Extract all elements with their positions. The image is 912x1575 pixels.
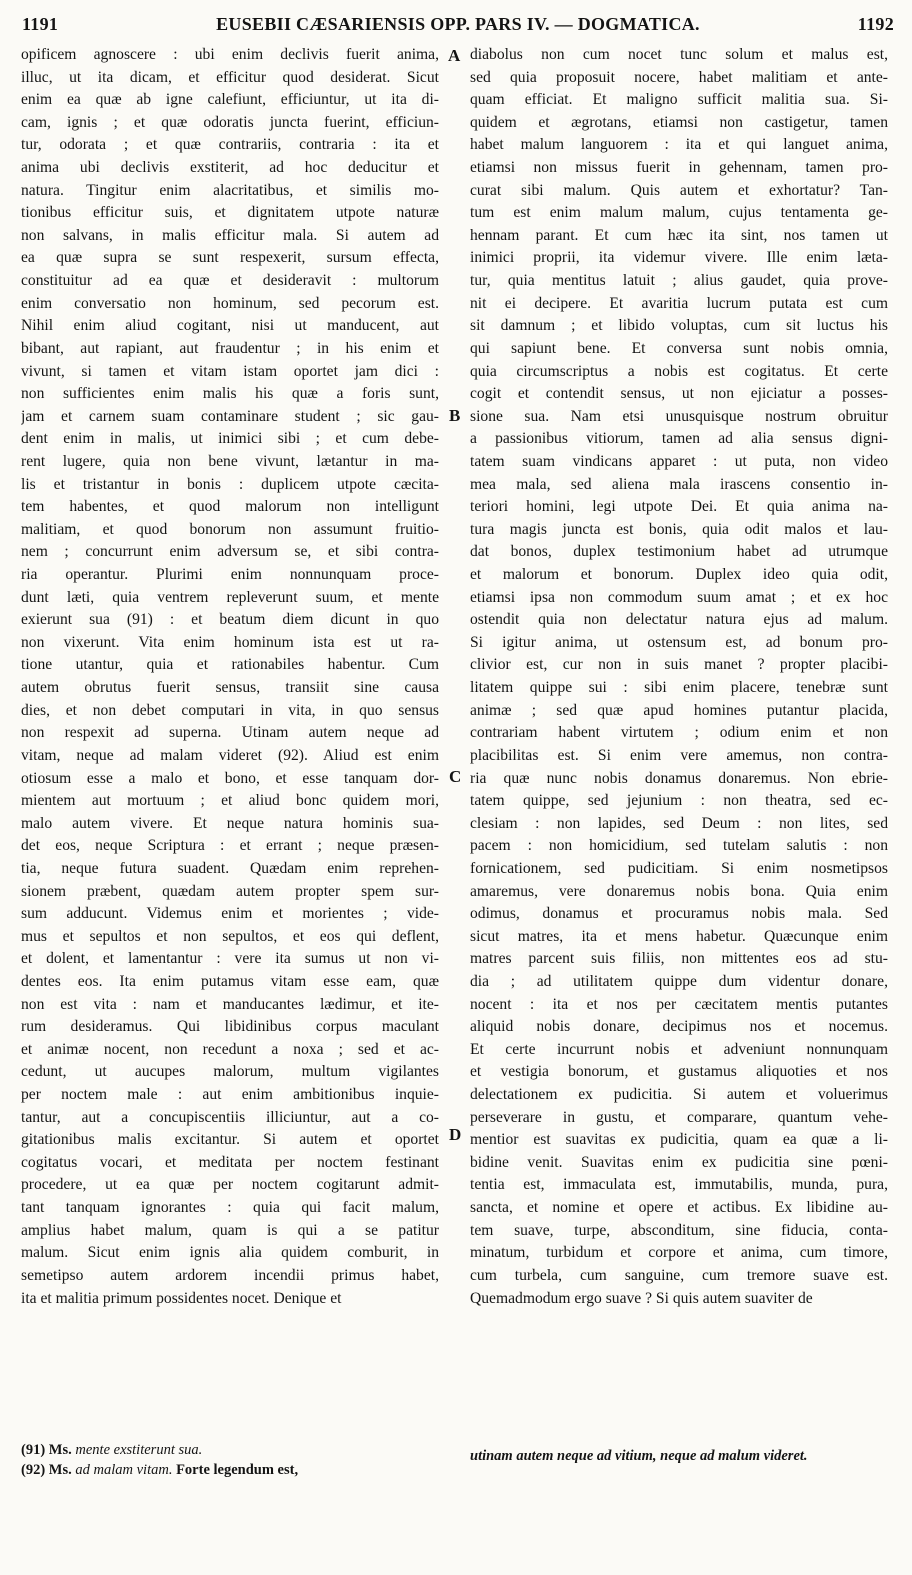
left-column-line: ita et malitia primum possidentes nocet. Denique et xyxy=(21,1289,342,1307)
left-column-line: tant tanquam ignorantes : quia qui facit malum, xyxy=(21,1199,439,1217)
left-column-line: sum adducunt. Videmus enim et morientes ; vide- xyxy=(21,905,439,923)
left-column-line: non respexit ad superna. Utinam autem neque ad xyxy=(21,724,439,742)
page-number-right: 1192 xyxy=(857,14,894,34)
right-column-line: quia circumscriptus a nobis est cogitatus. Et certe xyxy=(470,362,888,380)
left-column-line: mus et sepultos et non sepultos, et eos qui deflent, xyxy=(21,927,439,945)
right-column-line: matres parcent suis filiis, non mittentes eos ad stu- xyxy=(470,950,888,968)
right-column-line: sancta, et nomine et opere et actibus. Ex libidine au- xyxy=(470,1199,888,1217)
left-column-line: rent lugere, quia non bene vivunt, lætantur in ma- xyxy=(21,452,439,470)
right-column-line: qui sapiunt bene. Et conversa sunt nobis omnia, xyxy=(470,339,888,357)
left-column-line: jam et carnem suam contaminare student ; sic gau- xyxy=(21,407,439,425)
left-column-line: non salvans, in malis efficitur mala. Si autem ad xyxy=(21,226,439,244)
left-column-line: Nihil enim aliud cogitant, nisi ut manducent, aut xyxy=(21,317,439,335)
page-header xyxy=(22,14,894,38)
right-column-line: curat sibi malum. Quis autem et exhortatur? Tan- xyxy=(470,181,888,199)
right-column-line: sit damnum ; et libido voluptas, cum sit luctus his xyxy=(470,317,888,335)
right-column-line: cogit et contendit sensus, ut non ejiciatur a posses- xyxy=(470,385,888,403)
left-column-line: opificem agnoscere : ubi enim declivis fuerit anima, xyxy=(21,46,439,63)
left-column-line: non sufficientes enim malis his quæ a foris sunt, xyxy=(21,385,439,403)
left-column-line: cam, ignis ; et quæ odoratis juncta fuerint, efficiun- xyxy=(21,113,439,131)
left-column-line: tem habentes, et quod malorum non intelligunt xyxy=(21,498,439,516)
right-column-line: hennam parant. Et cum hæc ita sint, nos tamen ut xyxy=(470,226,888,244)
left-column-line: dent enim in malis, ut inimici sibi ; et cum debe- xyxy=(21,430,439,448)
right-column-line: mea mala, sed aliena mala irascens consentio in- xyxy=(470,475,888,493)
left-column-line: malum. Sicut enim ignis alia quidem comburit, in xyxy=(21,1244,439,1262)
footnotes-left xyxy=(21,1440,441,1480)
left-text-column xyxy=(21,44,439,1310)
footnote-92-abbr: Ms. xyxy=(48,1462,72,1478)
right-column-line: dia ; ad utilitatem quippe dum videntur donare, xyxy=(470,972,888,990)
footnote-91-text: mente exstiterunt sua. xyxy=(75,1442,203,1458)
margin-marker-d: D xyxy=(449,1125,462,1144)
right-column-line: a passionibus vitiorum, tamen ad alia sensus digni- xyxy=(470,430,888,448)
margin-marker-a: A xyxy=(448,46,461,65)
footnote-92-rest: Forte legendum est, xyxy=(176,1462,299,1478)
left-column-line: et dolent, et lamentantur : vere ita sumus ut non vi- xyxy=(21,950,439,968)
left-column-line: tione utantur, quia et rationabiles habentur. Cum xyxy=(21,656,439,674)
left-column-line: per noctem male : aut enim ambitionibus inquie- xyxy=(21,1086,439,1104)
right-column-line: nocent : ita et nos per cæcitatem mentis putantes xyxy=(470,995,888,1013)
left-column-line: mientem aut mortuum ; et aliud bonc quidem mori, xyxy=(21,792,439,810)
left-column-line: otiosum esse a malo et bono, et esse tanquam dor- xyxy=(21,769,439,787)
left-column-line: lis et tristantur in bonis : duplicem utpote cæcita- xyxy=(21,475,439,493)
right-column-line: tum est enim malum malum, cujus tentamenta ge- xyxy=(470,204,888,222)
left-column-line: dentes eos. Ita enim putamus vitam esse eam, quæ xyxy=(21,972,439,990)
right-column-line: mentior est suavitas ex pudicitia, quam ea quæ a li- xyxy=(470,1131,888,1149)
right-column-line: sione sua. Nam etsi unusquisque nostrum obruitur xyxy=(470,407,888,425)
left-column-line: tur, odorata ; et quæ contrariis, contraria : ita et xyxy=(21,136,439,154)
right-column-line: amaremus, vere donaremus nobis bona. Quia enim xyxy=(470,882,888,900)
running-title: EUSEBII CÆSARIENSIS OPP. PARS IV. — DOGMATICA. xyxy=(216,14,700,34)
right-column-line: placibilitas est. Si enim vere amemus, non contra- xyxy=(470,746,888,764)
left-column-line: rum desideramus. Qui libidinibus corpus maculant xyxy=(21,1018,439,1036)
footnote-92 xyxy=(21,1460,441,1480)
left-column-line: tia, neque futura suadent. Quædam enim reprehen- xyxy=(21,859,439,877)
left-column-line: tantur, aut a concupiscentiis illiciuntur, aut a co- xyxy=(21,1108,439,1126)
left-column-line: amplius habet malum, quam is qui a se patitur xyxy=(21,1221,439,1239)
left-column-line: malo autem vivere. Et neque natura hominis sua- xyxy=(21,814,439,832)
right-column-line: pacem : non homicidium, sed tutelam salutis : non xyxy=(470,837,888,855)
right-column-line: tentia est, immaculata est, immutabilis, munda, pura, xyxy=(470,1176,888,1194)
right-column-line: clesiam : non lapides, sed Deum : non lites, sed xyxy=(470,814,888,832)
right-column-line: litatem quippe sui : sibi enim placere, tenebræ sunt xyxy=(470,679,888,697)
right-column-line: fornicationem, sed pudicitiam. Si enim nosmetipsos xyxy=(470,859,888,877)
left-column-line: semetipso autem ardorem incendii primus habet, xyxy=(21,1266,439,1284)
left-column-line: ea quæ supra se sunt respexerit, sursum effecta, xyxy=(21,249,439,267)
right-column-line: tur, quia mentitus latuit ; alius gaudet, quia prove- xyxy=(470,272,888,290)
margin-marker-c: C xyxy=(449,767,462,786)
right-column-line: diabolus non cum nocet tunc solum et malus est, xyxy=(470,46,888,63)
left-column-line: dunt læti, quia ventrem repleverunt suum, et mente xyxy=(21,588,439,606)
left-column-line: illuc, ut ita dicam, et efficitur quod desiderat. Sicut xyxy=(21,68,439,86)
footnote-91 xyxy=(21,1440,441,1460)
left-column-line: anima ubi declivis exstiterit, ad hoc deducitur et xyxy=(21,159,439,177)
left-column-line: gitationibus malis excitantur. Si autem et oportet xyxy=(21,1131,439,1149)
right-column-line: Et certe incurrunt nobis et adveniunt nonnunquam xyxy=(470,1040,888,1058)
right-column-line: ria quæ nunc nobis donamus donaremus. Non ebrie- xyxy=(470,769,888,787)
right-column-line: contrariam habent virtutem ; odium enim et non xyxy=(470,724,888,742)
left-column-line: tionibus efficitur suis, et dignitatem utpote naturæ xyxy=(21,204,439,222)
left-column-line: cedunt, ut aucupes malorum, multum vigilantes xyxy=(21,1063,439,1081)
left-column-line: natura. Tingitur enim alacritatibus, et similis mo- xyxy=(21,181,439,199)
right-column-line: sed quia proposuit nocere, habet malitiam et ante- xyxy=(470,68,888,86)
footnote-91-number: (91) xyxy=(21,1442,46,1458)
left-column-line: constituitur ad ea quæ et desideravit : multorum xyxy=(21,272,439,290)
right-column-line: tura magis juncta est bonis, quia odit malos et lau- xyxy=(470,520,888,538)
left-column-line: nem ; concurrunt enim adversum se, et sibi contra- xyxy=(21,543,439,561)
footnote-92-text: ad malam vitam. xyxy=(75,1462,173,1478)
right-column-line: tatem quippe, sed jejunium : non theatra, sed ec- xyxy=(470,792,888,810)
right-column-line: sicut matres, ita et mens habetur. Quæcunque enim xyxy=(470,927,888,945)
right-column-line: quam efficiat. Et maligno sufficit malitia sua. Si- xyxy=(470,91,888,109)
page-number-left: 1191 xyxy=(22,14,59,34)
right-column-line: etiamsi non missus fuerit in gehennam, tamen pro- xyxy=(470,159,888,177)
right-column-line: etiamsi ipsa non commodum suum amat ; et ex hoc xyxy=(470,588,888,606)
right-text-column xyxy=(470,44,888,1310)
left-column-line: et animæ nocent, non recedunt a noxa ; sed et ac- xyxy=(21,1040,439,1058)
right-column-line: minatum, turbidum et corpore et anima, cum timore, xyxy=(470,1244,888,1262)
right-column-line: quidem et ægrotans, etiamsi non castigetur, tamen xyxy=(470,113,888,131)
left-column-line: exierunt sua (91) : et beatum diem dicunt in quo xyxy=(21,611,439,629)
left-column-line: malitiam, et quod bonorum non assumunt fruitio- xyxy=(21,520,439,538)
left-column-line: ria operantur. Plurimi enim nonnunquam proce- xyxy=(21,566,439,584)
right-column-line: teriori homini, legi utpote Dei. Et quia anima na- xyxy=(470,498,888,516)
right-column-line: bidine venit. Suavitas enim ex pudicitia sine pœni- xyxy=(470,1153,888,1171)
left-column-line: det eos, neque Scriptura : et errant ; neque præsen- xyxy=(21,837,439,855)
footnote-91-abbr: Ms. xyxy=(48,1442,72,1458)
right-column-line: clivior est, cur non in suis manet ? propter placibi- xyxy=(470,656,888,674)
right-column-line: odimus, donamus et procuramus nobis mala. Sed xyxy=(470,905,888,923)
left-column-line: enim conversatio non hominum, sed pecorum est. xyxy=(21,294,439,312)
right-column-line: perseverare in gustu, et comparare, quantum vehe- xyxy=(470,1108,888,1126)
right-column-line: et vestigia bonorum, et gustamus aliquoties et nos xyxy=(470,1063,888,1081)
right-column-line: tatem suam vindicans apparet : ut puta, non video xyxy=(470,452,888,470)
left-column-line: vivunt, si tamen et vitam istam oportet jam dici : xyxy=(21,362,439,380)
footnote-92-continuation: utinam autem neque ad vitium, neque ad malum videret. xyxy=(470,1448,808,1464)
left-column-line: non vixerunt. Vita enim hominum ista est ut ra- xyxy=(21,633,439,651)
right-column-line: animæ ; sed quæ apud homines putantur placida, xyxy=(470,701,888,719)
margin-marker-b: B xyxy=(449,406,461,425)
left-column-line: dies, et non debet computari in vita, in quo sensus xyxy=(21,701,439,719)
footnote-92-number: (92) xyxy=(21,1462,46,1478)
right-column-line: inimici proprii, ita videmur vivere. Ille enim læta- xyxy=(470,249,888,267)
right-column-line: tem suave, turpe, absconditum, sine fiducia, conta- xyxy=(470,1221,888,1239)
right-column-line: nit ei decipere. Et avaritia lucrum putata est cum xyxy=(470,294,888,312)
left-column-line: sionem præbent, quædam autem propter spem sur- xyxy=(21,882,439,900)
right-column-line: aliquid nobis donare, decipimus nos et nocemus. xyxy=(470,1018,888,1036)
right-column-line: delectationem ex pudicitia. Si autem et voluerimus xyxy=(470,1086,888,1104)
left-column-line: bibant, aut rapiant, aut fraudentur ; in his enim et xyxy=(21,339,439,357)
left-column-line: cogitatus vocari, et meditata per noctem festinant xyxy=(21,1153,439,1171)
left-column-line: enim ea quæ ab igne calefiunt, efficiuntur, ut ita di- xyxy=(21,91,439,109)
right-column-line: Si igitur anima, ut ostensum est, ad bonum pro- xyxy=(470,633,888,651)
right-column-line: ostendit quia non delectatur natura ejus ad malum. xyxy=(470,611,888,629)
right-column-line: et malorum et bonorum. Duplex ideo quia odit, xyxy=(470,566,888,584)
right-column-line: Quemadmodum ergo suave ? Si quis autem suaviter de xyxy=(470,1289,813,1307)
left-column-line: non est vita : nam et manducantes lædimur, et ite- xyxy=(21,995,439,1013)
right-column-line: cum turbela, cum sanguine, cum tremore suave est. xyxy=(470,1266,888,1284)
right-column-line: habet malum languorem : ita et qui languet anima, xyxy=(470,136,888,154)
left-column-line: vitam, neque ad malam videret (92). Aliud est enim xyxy=(21,746,439,764)
right-column-line: dat bonos, duplex testimonium habet ad utrumque xyxy=(470,543,888,561)
left-column-line: autem obrutus fuerit sensus, transiit sine causa xyxy=(21,679,439,697)
left-column-line: procedere, ut ea quæ per noctem cogitarunt admit- xyxy=(21,1176,439,1194)
